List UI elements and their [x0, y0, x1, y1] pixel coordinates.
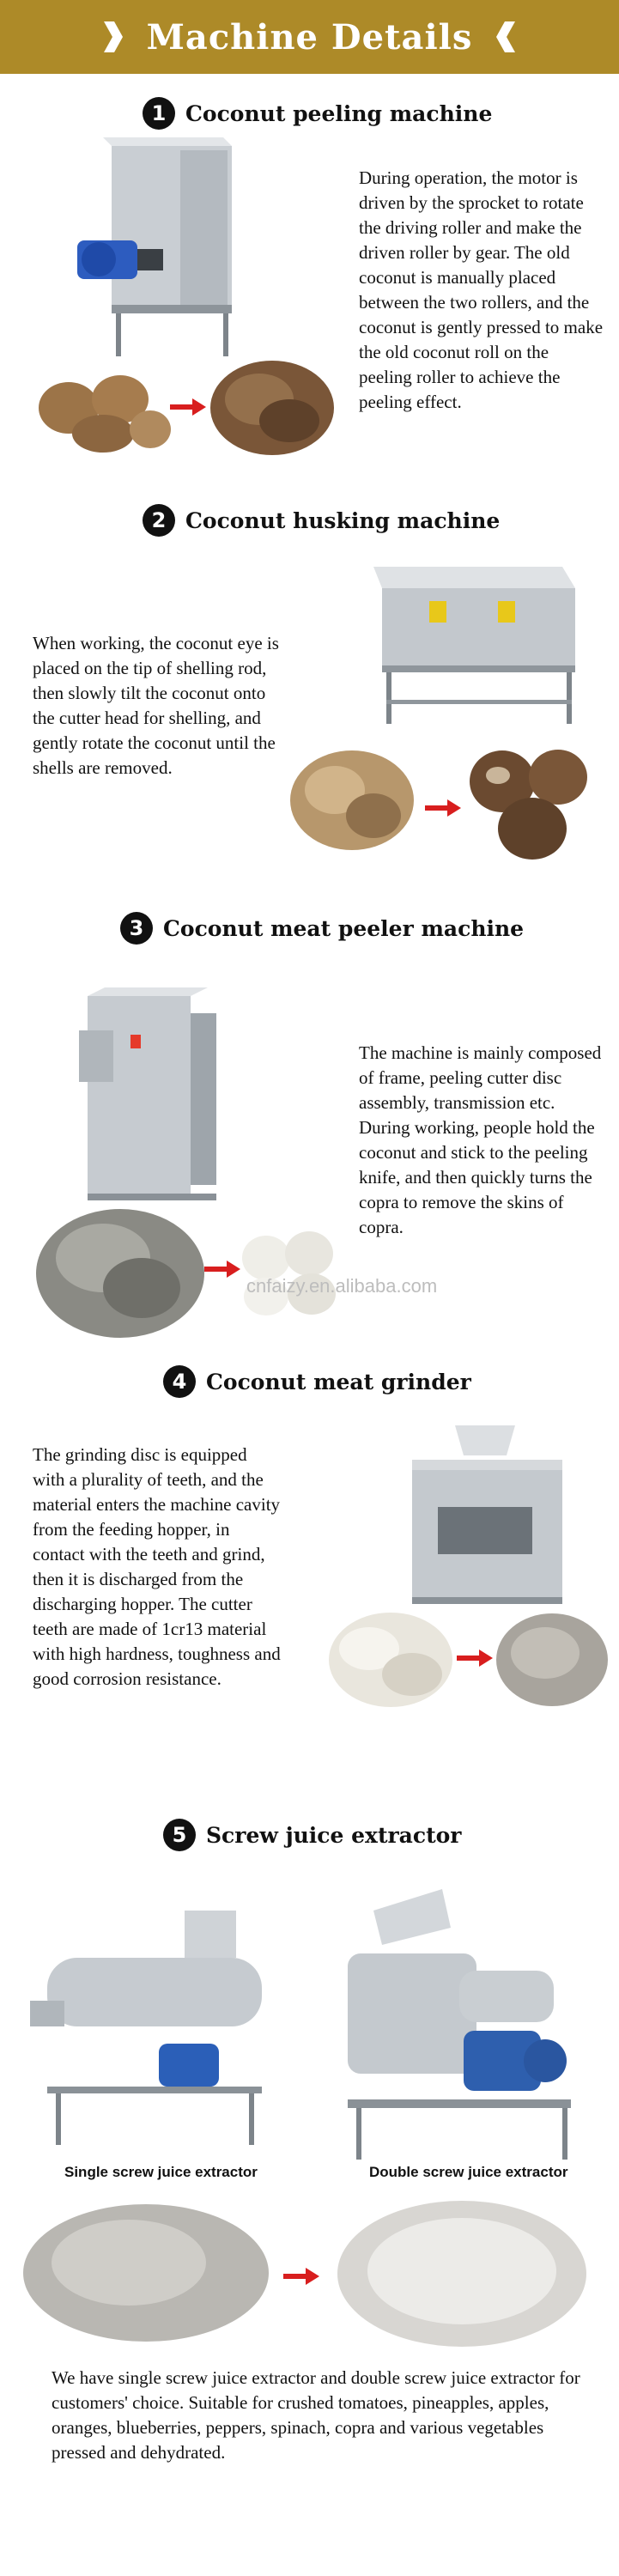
- section-2-description: When working, the coconut eye is placed on the tip of shelling rod, then slowly tilt the coconut onto the cutter head for shelling, and gently rotate the coconut until the shells are removed.: [33, 633, 279, 778]
- section-4-heading: [163, 1365, 471, 1398]
- single-screw-extractor-image: [30, 1906, 279, 2151]
- double-screw-caption: Double screw juice extractor: [369, 2164, 568, 2180]
- meat-grinder-image: [404, 1421, 567, 1606]
- section-number-badge: 5: [163, 1819, 196, 1851]
- single-screw-caption: Single screw juice extractor: [64, 2164, 258, 2180]
- chevron-right-icon: [102, 20, 124, 54]
- arrow-right-icon: [425, 799, 461, 817]
- pulp-residue-image: [21, 2202, 270, 2344]
- arrow-right-icon: [283, 2267, 319, 2286]
- header-banner: [0, 0, 619, 74]
- pressed-pulp-image: [335, 2198, 588, 2348]
- section-title: Coconut husking machine: [185, 507, 501, 533]
- husking-machine-image: [356, 562, 584, 730]
- section-2-heading: [143, 504, 500, 537]
- section-title: Coconut peeling machine: [185, 100, 493, 126]
- meat-peeler-machine-image: [70, 979, 225, 1206]
- arrow-right-icon: [170, 398, 206, 416]
- section-title: Screw juice extractor: [206, 1822, 462, 1848]
- double-screw-extractor-image: [331, 1885, 584, 2168]
- copra-skins-image: [34, 1206, 206, 1340]
- ground-coconut-image: [494, 1610, 610, 1709]
- section-4-description: The grinding disc is equipped with a plurality of teeth, and the material enters the machine cavity from the feeding hopper, in contact with the teeth and grind, then it is discharged from the discharging hopper. The cutter teeth are made of 1cr13 material with high hardness, toughness and good corrosion resistance.: [33, 1444, 281, 1689]
- page-title: Machine Details: [146, 16, 473, 58]
- section-number-badge: 2: [143, 504, 175, 537]
- husked-coconuts-image: [464, 743, 592, 863]
- arrow-right-icon: [457, 1649, 493, 1668]
- section-1-heading: [143, 97, 492, 130]
- section-number-badge: 4: [163, 1365, 196, 1398]
- section-3-heading: [120, 912, 524, 945]
- coconut-fiber-image: [208, 356, 337, 459]
- chevron-left-icon: [495, 20, 517, 54]
- section-3-description: The machine is mainly composed of frame, peeling cutter disc assembly, transmission etc. During working, people hold the coconut and stick to the peeling knife, and then quickly turns the copra to remove the skins of copra.: [359, 1042, 602, 1237]
- section-title: Coconut meat grinder: [206, 1369, 471, 1394]
- section-number-badge: 1: [143, 97, 175, 130]
- coconut-meat-pieces-image: [326, 1610, 455, 1709]
- section-number-badge: 3: [120, 912, 153, 945]
- whole-coconuts-image: [34, 361, 172, 455]
- coconut-shells-image: [288, 747, 416, 854]
- section-1-description: During operation, the motor is driven by the sprocket to rotate the driving roller and make the driven roller by gear. The old coconut is manually placed between the two rollers, and the coconut is gently pressed to make the old coconut roll on the peeling roller to achieve the peeling effect.: [359, 167, 604, 412]
- watermark: cnfaizy.en.alibaba.com: [246, 1275, 438, 1297]
- section-5-heading: [163, 1819, 461, 1851]
- section-5-description: We have single screw juice extractor and double screw juice extractor for customers' choice. Suitable for crushed tomatoes, pineapples, apples, oranges, blueberries, peppers, spinach, copra and various vegetables pressed and dehydrated.: [52, 2367, 580, 2463]
- peeling-machine-image: [77, 137, 240, 361]
- arrow-right-icon: [204, 1260, 240, 1279]
- peeled-copra-image: [236, 1224, 339, 1318]
- section-title: Coconut meat peeler machine: [163, 915, 525, 941]
